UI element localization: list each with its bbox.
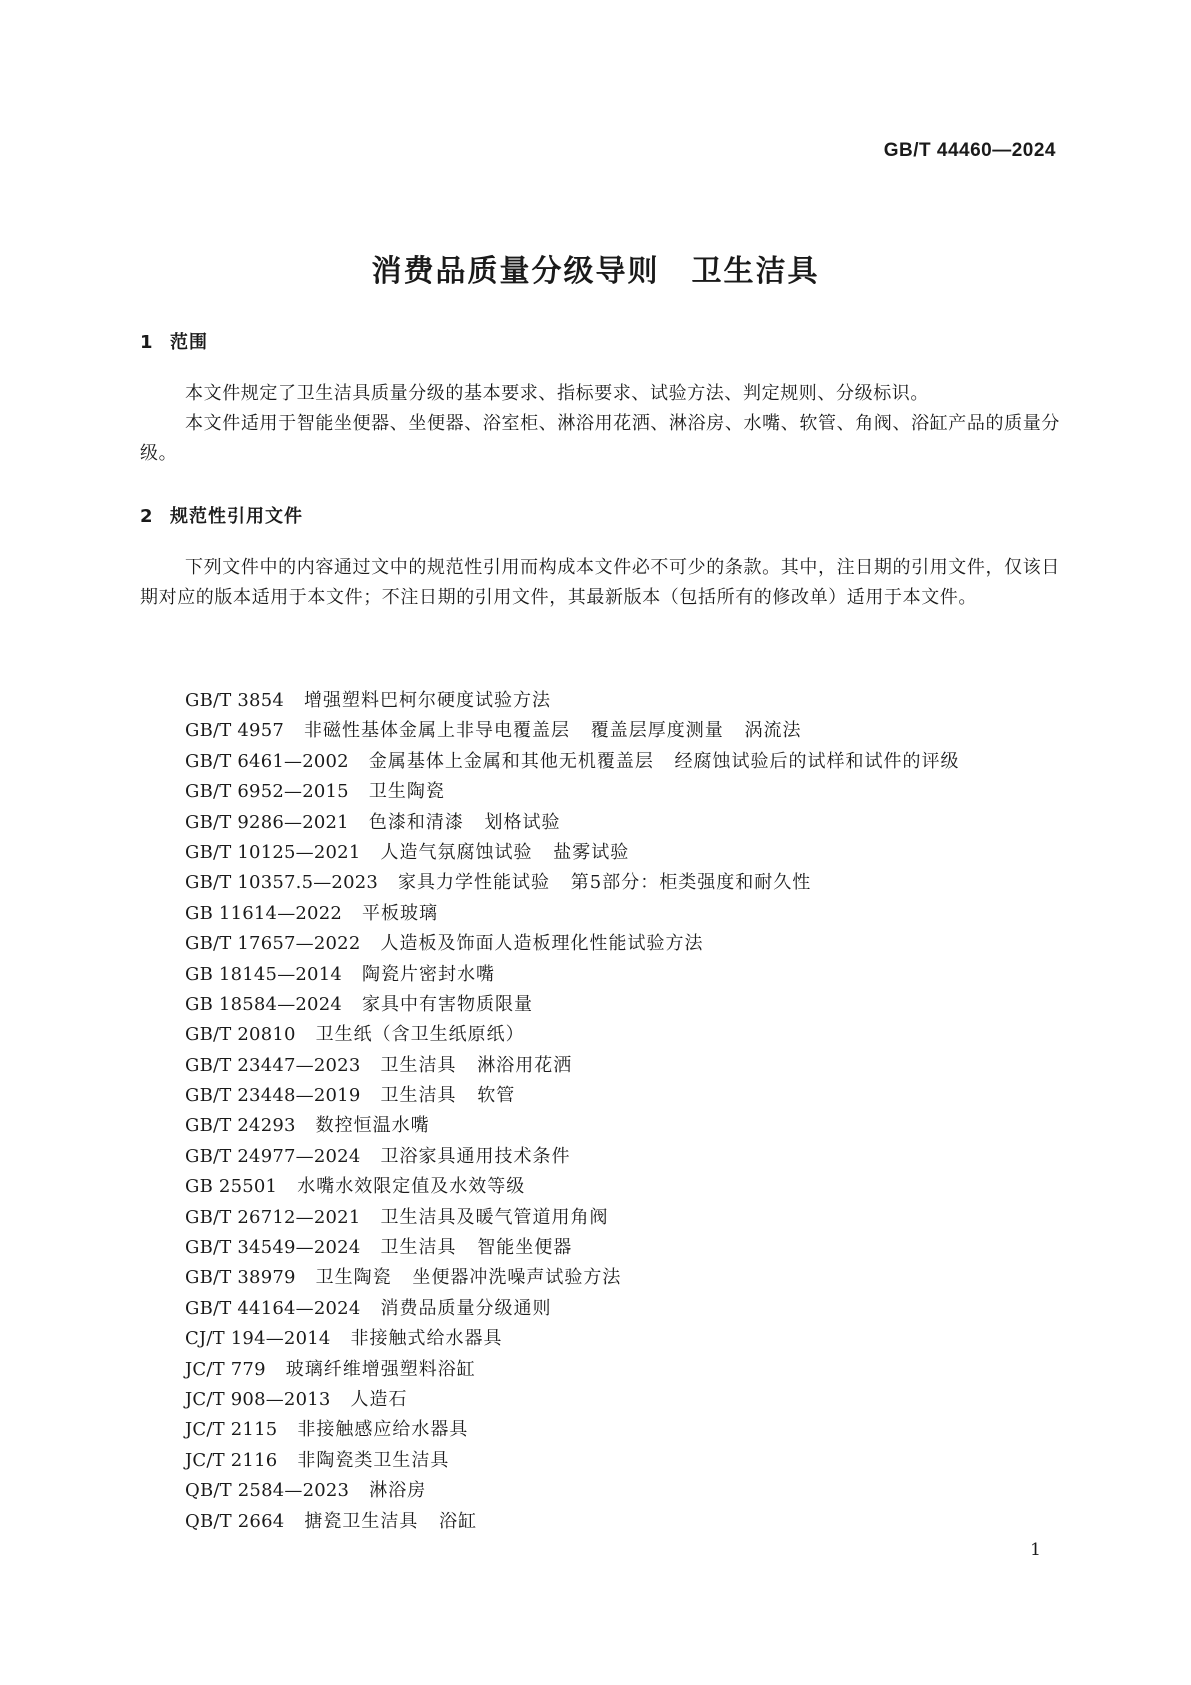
section-1-heading (140, 328, 208, 354)
section-1-title: 范围 (170, 332, 208, 353)
reference-item (185, 686, 1065, 716)
reference-title: 人造板及饰面人造板理化性能试验方法 (380, 933, 704, 955)
reference-item (185, 838, 1065, 868)
reference-title: 卫生洁具及暖气管道用角阀 (380, 1206, 609, 1228)
reference-title: 搪瓷卫生洁具 浴缸 (304, 1510, 478, 1532)
standard-code: GB/T 44460—2024 (883, 140, 1056, 161)
reference-item (185, 929, 1065, 959)
reference-title: 平板玻璃 (362, 902, 438, 924)
reference-item (185, 1263, 1065, 1293)
reference-code: GB/T 38979 (185, 1267, 296, 1289)
reference-item (185, 777, 1065, 807)
reference-item (185, 1324, 1065, 1354)
section-1-number: 1 (140, 332, 154, 353)
reference-code: GB/T 20810 (185, 1024, 296, 1046)
reference-title: 卫浴家具通用技术条件 (380, 1145, 571, 1167)
reference-code: GB/T 24977—2024 (185, 1145, 361, 1167)
reference-title: 非接触感应给水器具 (297, 1419, 469, 1441)
reference-item (185, 960, 1065, 990)
reference-code: GB/T 9286—2021 (185, 811, 349, 833)
reference-list (185, 686, 1065, 1537)
scope-paragraph-1: 本文件规定了卫生洁具质量分级的基本要求、指标要求、试验方法、判定规则、分级标识。 (185, 383, 929, 404)
reference-title: 淋浴房 (369, 1480, 427, 1502)
reference-item (185, 1476, 1065, 1506)
reference-item (185, 1233, 1065, 1263)
reference-code: JC/T 2116 (185, 1449, 278, 1471)
reference-code: GB 18145—2014 (185, 963, 342, 985)
reference-title: 人造气氛腐蚀试验 盐雾试验 (380, 841, 630, 863)
reference-title: 增强塑料巴柯尔硬度试验方法 (304, 690, 552, 711)
section-1-body (140, 379, 1060, 469)
reference-code: GB/T 44164—2024 (185, 1297, 361, 1319)
reference-title: 人造石 (350, 1388, 408, 1410)
reference-title: 非磁性基体金属上非导电覆盖层 覆盖层厚度测量 涡流法 (304, 720, 802, 742)
reference-item (185, 1507, 1065, 1537)
reference-title: 玻璃纤维增强塑料浴缸 (285, 1358, 476, 1380)
reference-code: GB/T 10125—2021 (185, 841, 361, 863)
reference-code: GB/T 23447—2023 (185, 1054, 361, 1076)
reference-item (185, 1385, 1065, 1415)
reference-code: GB/T 24293 (185, 1115, 296, 1137)
reference-code: CJ/T 194—2014 (185, 1328, 331, 1350)
reference-code: JC/T 779 (185, 1358, 266, 1380)
reference-code: GB/T 4957 (185, 720, 285, 742)
reference-code: GB/T 10357.5—2023 (185, 872, 379, 894)
reference-title: 非陶瓷类卫生洁具 (297, 1449, 450, 1471)
reference-code: GB/T 3854 (185, 690, 285, 711)
reference-item (185, 1446, 1065, 1476)
reference-item (185, 1081, 1065, 1111)
reference-item (185, 899, 1065, 929)
reference-code: GB/T 17657—2022 (185, 933, 361, 955)
scope-paragraph-2: 本文件适用于智能坐便器、坐便器、浴室柜、淋浴用花洒、淋浴房、水嘴、软管、角阀、浴缸产品的质量分级。 (140, 413, 1060, 464)
reference-title: 金属基体上金属和其他无机覆盖层 经腐蚀试验后的试样和试件的评级 (368, 750, 960, 772)
reference-item (185, 1142, 1065, 1172)
section-2-body (140, 553, 1060, 613)
reference-code: JC/T 2115 (185, 1419, 278, 1441)
reference-code: GB 18584—2024 (185, 993, 342, 1015)
page-number: 1 (1030, 1540, 1041, 1560)
reference-code: GB/T 23448—2019 (185, 1085, 361, 1107)
reference-item (185, 716, 1065, 746)
section-2-number: 2 (140, 506, 154, 527)
reference-code: JC/T 908—2013 (185, 1388, 331, 1410)
reference-code: QB/T 2584—2023 (185, 1480, 350, 1502)
reference-item (185, 1172, 1065, 1202)
reference-item (185, 868, 1065, 898)
reference-title: 卫生洁具 智能坐便器 (380, 1237, 573, 1259)
reference-title: 水嘴水效限定值及水效等级 (297, 1176, 526, 1198)
reference-item (185, 1415, 1065, 1445)
reference-code: GB/T 6461—2002 (185, 750, 349, 772)
reference-item (185, 990, 1065, 1020)
reference-item (185, 1111, 1065, 1141)
reference-item (185, 1294, 1065, 1324)
reference-title: 家具中有害物质限量 (362, 993, 533, 1015)
reference-title: 数控恒温水嘴 (315, 1115, 430, 1137)
references-intro: 下列文件中的内容通过文中的规范性引用而构成本文件必不可少的条款。其中，注日期的引用文件，仅该日期对应的版本适用于本文件；不注日期的引用文件，其最新版本（包括所有的修改单）适用于本文件。 (140, 557, 1060, 608)
reference-code: GB 25501 (185, 1176, 278, 1198)
reference-title: 卫生洁具 淋浴用花洒 (380, 1054, 573, 1076)
section-2-title: 规范性引用文件 (170, 506, 303, 527)
reference-code: QB/T 2664 (185, 1510, 285, 1532)
reference-item (185, 1203, 1065, 1233)
reference-title: 卫生纸（含卫生纸原纸） (315, 1024, 525, 1046)
reference-code: GB/T 26712—2021 (185, 1206, 361, 1228)
section-2-heading (140, 502, 303, 528)
reference-item (185, 808, 1065, 838)
reference-item (185, 747, 1065, 777)
reference-item (185, 1355, 1065, 1385)
reference-title: 卫生陶瓷 (368, 781, 445, 803)
reference-item (185, 1051, 1065, 1081)
reference-title: 消费品质量分级通则 (380, 1297, 552, 1319)
reference-title: 家具力学性能试验 第5部分：柜类强度和耐久性 (398, 872, 812, 894)
reference-title: 卫生陶瓷 坐便器冲洗噪声试验方法 (315, 1267, 622, 1289)
reference-title: 陶瓷片密封水嘴 (362, 963, 495, 985)
reference-title: 非接触式给水器具 (350, 1328, 503, 1350)
reference-title: 色漆和清漆 划格试验 (368, 811, 561, 833)
reference-title: 卫生洁具 软管 (380, 1085, 516, 1107)
document-title: 消费品质量分级导则 卫生洁具 (371, 254, 820, 289)
reference-item (185, 1020, 1065, 1050)
reference-code: GB 11614—2022 (185, 902, 342, 924)
reference-code: GB/T 34549—2024 (185, 1237, 361, 1259)
reference-code: GB/T 6952—2015 (185, 781, 349, 803)
